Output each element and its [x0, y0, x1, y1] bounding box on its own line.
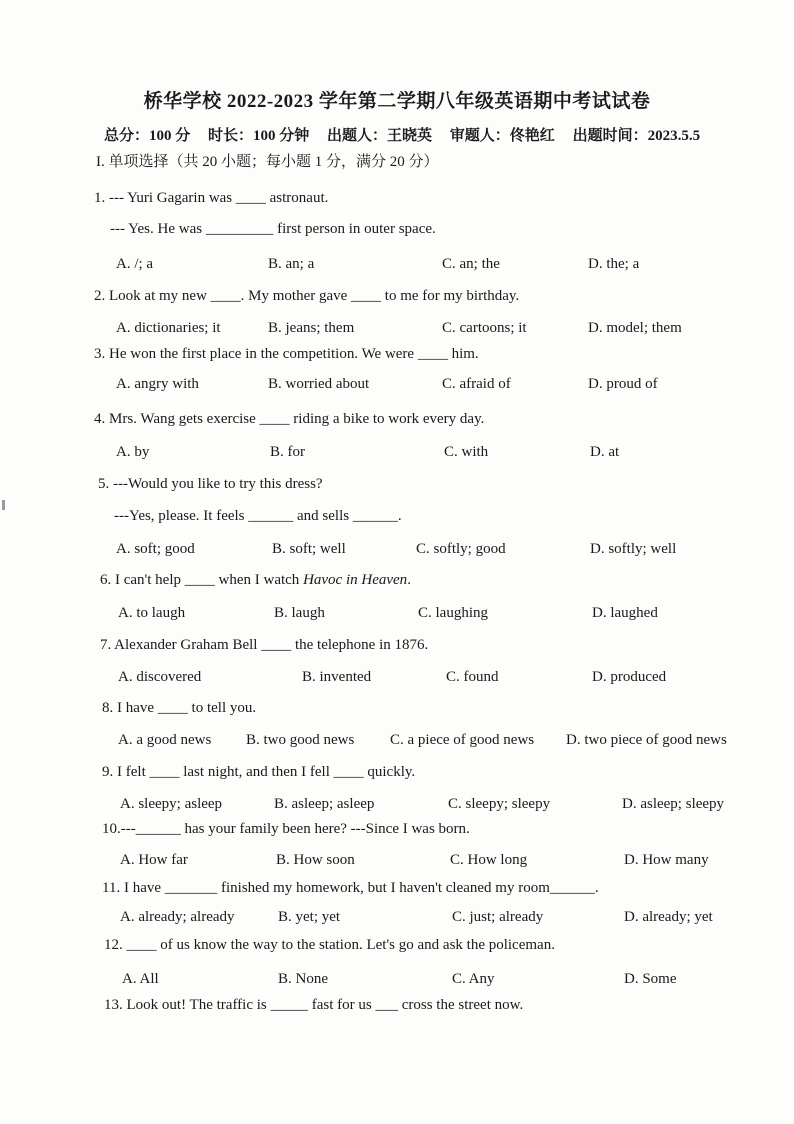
question-4-stem: 4. Mrs. Wang gets exercise ____ riding a bike to work every day. — [94, 411, 485, 427]
question-3-stem: 3. He won the first place in the competition. We were ____ him. — [94, 346, 479, 362]
question-11-option-c: C. just; already — [452, 909, 544, 925]
question-1-stem: 1. --- Yuri Gagarin was ____ astronaut. — [94, 190, 329, 206]
question-9-option-a: A. sleepy; asleep — [120, 796, 223, 812]
question-4-option-a: A. by — [116, 444, 150, 460]
meta-total: 总分：100 分 — [104, 128, 191, 144]
question-10-option-b: B. How soon — [276, 852, 355, 868]
question-4-option-b: B. for — [270, 444, 305, 460]
meta-duration: 时长：100 分钟 — [208, 128, 310, 144]
question-12-option-c: C. Any — [452, 971, 495, 987]
question-7-stem: 7. Alexander Graham Bell ____ the telephone in 1876. — [100, 637, 429, 653]
question-2-stem: 2. Look at my new ____. My mother gave ____ to me for my birthday. — [94, 288, 520, 304]
question-10-option-c: C. How long — [450, 852, 528, 868]
scan-edge-mark — [2, 500, 5, 510]
question-5-option-c: C. softly; good — [416, 541, 506, 557]
question-4-option-d: D. at — [590, 444, 620, 460]
question-7-option-d: D. produced — [592, 669, 667, 685]
question-1-option-a: A. /; a — [116, 256, 154, 272]
question-7-option-b: B. invented — [302, 669, 372, 685]
question-10-stem: 10.---______ has your family been here? ---Since I was born. — [102, 821, 470, 837]
question-1-option-b: B. an; a — [268, 256, 315, 272]
question-8-option-c: C. a piece of good news — [390, 732, 535, 748]
question-6-option-b: B. laugh — [274, 605, 325, 621]
exam-title: 桥华学校 2022-2023 学年第二学期八年级英语期中考试试卷 — [143, 91, 651, 112]
question-6-stem: 6. I can't help ____ when I watch Havoc in Heaven. — [100, 572, 411, 588]
question-9-stem: 9. I felt ____ last night, and then I fell ____ quickly. — [102, 764, 416, 780]
question-7-option-a: A. discovered — [118, 669, 202, 685]
question-8-option-b: B. two good news — [246, 732, 355, 748]
question-11-option-b: B. yet; yet — [278, 909, 341, 925]
question-3-option-a: A. angry with — [116, 376, 199, 392]
question-2-option-a: A. dictionaries; it — [116, 320, 221, 336]
question-2-option-b: B. jeans; them — [268, 320, 355, 336]
exam-meta — [104, 124, 784, 145]
question-9-option-d: D. asleep; sleepy — [622, 796, 725, 812]
question-5-stem: 5. ---Would you like to try this dress? — [98, 476, 323, 492]
question-11-option-d: D. already; yet — [624, 909, 713, 925]
question-1-reply: --- Yes. He was _________ first person in outer space. — [110, 221, 436, 237]
meta-date: 出题时间：2023.5.5 — [572, 128, 701, 144]
question-8-option-a: A. a good news — [118, 732, 212, 748]
question-3-option-b: B. worried about — [268, 376, 370, 392]
section-heading: I. 单项选择（共 20 小题；每小题 1 分，满分 20 分） — [96, 154, 439, 170]
question-9-option-c: C. sleepy; sleepy — [448, 796, 551, 812]
question-5-option-b: B. soft; well — [272, 541, 346, 557]
question-6-option-d: D. laughed — [592, 605, 658, 621]
question-12-option-b: B. None — [278, 971, 328, 987]
question-11-option-a: A. already; already — [120, 909, 235, 925]
question-8-option-d: D. two piece of good news — [566, 732, 727, 748]
question-5-option-d: D. softly; well — [590, 541, 677, 557]
question-4-option-c: C. with — [444, 444, 489, 460]
question-1-option-d: D. the; a — [588, 256, 640, 272]
question-6-option-c: C. laughing — [418, 605, 488, 621]
question-10-option-d: D. How many — [624, 852, 709, 868]
question-6-movie-title: Havoc in Heaven — [303, 572, 408, 588]
question-6-option-a: A. to laugh — [118, 605, 186, 621]
question-10-option-a: A. How far — [120, 852, 188, 868]
question-11-stem: 11. I have _______ finished my homework, but I haven't cleaned my room______. — [102, 880, 599, 896]
question-8-stem: 8. I have ____ to tell you. — [102, 700, 257, 716]
question-12-option-a: A. All — [122, 971, 159, 987]
question-2-option-c: C. cartoons; it — [442, 320, 527, 336]
question-12-stem: 12. ____ of us know the way to the station. Let's go and ask the policeman. — [104, 937, 555, 953]
question-3-option-c: C. afraid of — [442, 376, 511, 392]
question-5-reply: ---Yes, please. It feels ______ and sells ______. — [114, 508, 402, 524]
question-5-option-a: A. soft; good — [116, 541, 195, 557]
question-9-option-b: B. asleep; asleep — [274, 796, 375, 812]
question-3-option-d: D. proud of — [588, 376, 658, 392]
meta-author: 出题人：王晓英 — [327, 128, 433, 144]
meta-reviewer: 审题人：佟艳红 — [449, 128, 555, 144]
question-12-option-d: D. Some — [624, 971, 677, 987]
question-1-option-c: C. an; the — [442, 256, 500, 272]
question-7-option-c: C. found — [446, 669, 499, 685]
question-13-stem: 13. Look out! The traffic is _____ fast for us ___ cross the street now. — [104, 997, 524, 1013]
question-2-option-d: D. model; them — [588, 320, 682, 336]
